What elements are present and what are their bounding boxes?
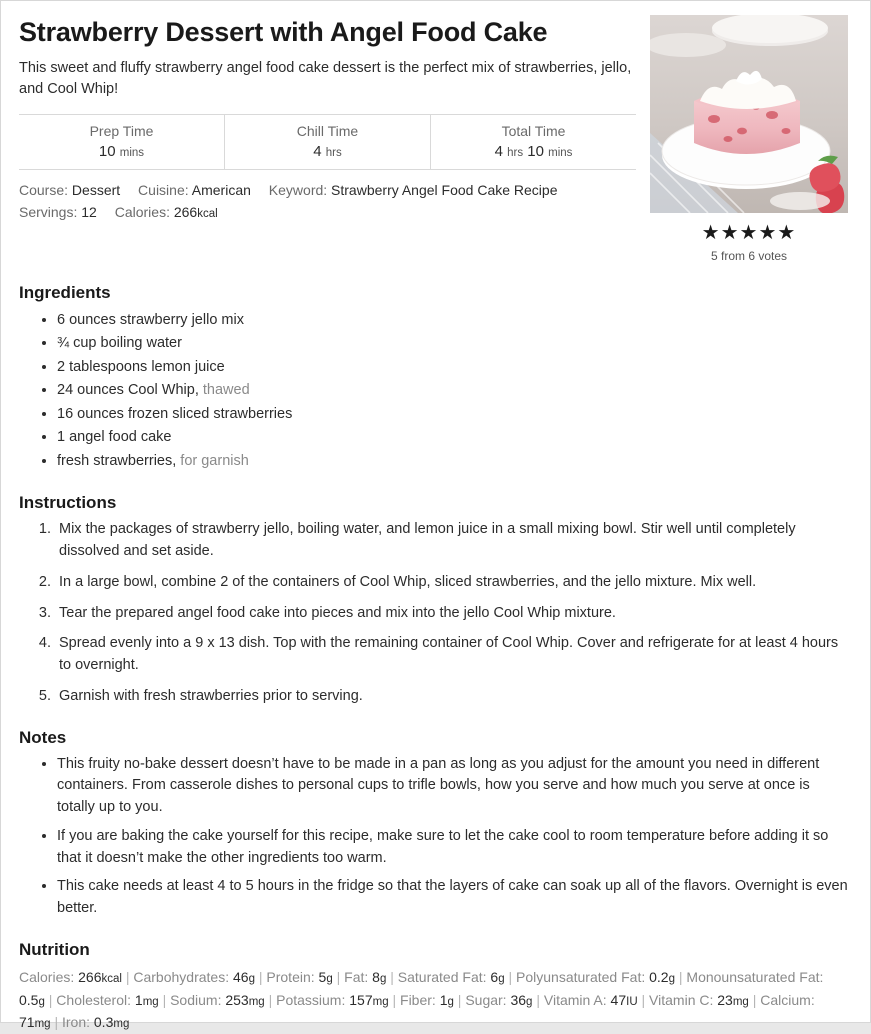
chill-time-cell xyxy=(225,115,431,169)
nutrition-unit: mg xyxy=(372,995,389,1008)
ingredients-list xyxy=(19,309,848,473)
list-item xyxy=(57,426,848,449)
list-item xyxy=(57,332,848,355)
nutrition-label: Protein: xyxy=(266,968,315,985)
total-time-cell xyxy=(431,115,636,169)
nutrition-value: 0.3 xyxy=(93,1014,114,1031)
nutrition-label: Saturated Fat: xyxy=(397,968,487,985)
nutrition-label: Potassium: xyxy=(276,991,346,1008)
nutrition-value: 5 xyxy=(318,968,327,985)
nutrition-value: 36 xyxy=(510,991,527,1008)
list-item xyxy=(57,403,848,426)
nutrition-label: Sodium: xyxy=(170,991,222,1008)
nutrition-unit: mg xyxy=(732,995,749,1008)
nutrition-unit: mg xyxy=(248,995,265,1008)
total-time-hours-unit: hrs xyxy=(507,147,524,160)
nutrition-label: Fiber: xyxy=(400,991,436,1008)
total-time-minutes: 10 xyxy=(527,143,544,161)
nutrition-heading: Nutrition xyxy=(19,939,90,959)
recipe-header xyxy=(19,15,848,263)
nutrition-unit: IU xyxy=(626,995,638,1008)
list-item: 3. Tear the prepared angel food cake into pieces and mix into the jello Cool Whip mixture. xyxy=(55,603,848,625)
nutrition-value: 253 xyxy=(225,991,249,1008)
rating-stars[interactable]: ★★★★★ xyxy=(701,222,797,244)
list-item: 1. Mix the packages of strawberry jello, boiling water, and lemon juice in a small mixing bowl. Stir well until completely dissolved and set aside. xyxy=(55,519,848,563)
calories-value: 266 xyxy=(173,203,198,220)
calories-label: Calories: xyxy=(114,203,170,220)
nutrition-value: 1 xyxy=(439,991,448,1008)
list-item: • This fruity no-bake dessert doesn’t have to be made in a pan as long as you adjust for the amount you need in different containers. From casserole dishes to personal cups to trifle bowls, how you serve and how much you serve at once is totally up to you. xyxy=(57,754,848,819)
list-item: 4. Spread evenly into a 9 x 13 dish. Top with the remaining container of Cool Whip. Cover and refrigerate for at least 4 hours to overnight. xyxy=(55,633,848,677)
chill-time-number: 4 xyxy=(313,143,322,161)
chill-time-value xyxy=(229,143,426,160)
chill-time-label: Chill Time xyxy=(296,123,359,140)
cuisine-label: Cuisine: xyxy=(138,182,189,199)
nutrition-unit: mg xyxy=(142,995,159,1008)
recipe-media xyxy=(650,15,848,263)
nutrition-unit: mg xyxy=(113,1018,130,1031)
prep-time-value xyxy=(23,143,220,160)
instructions-list xyxy=(19,519,848,707)
nutrition-value: 71 xyxy=(19,1014,35,1031)
ingredient-text: 2 tablespoons lemon juice xyxy=(57,358,225,375)
keyword-value: Strawberry Angel Food Cake Recipe xyxy=(331,182,558,199)
nutrition-unit: g xyxy=(248,972,255,985)
total-time-hours: 4 xyxy=(494,143,503,161)
ingredient-text: ¾ cup boiling water xyxy=(57,335,182,352)
recipe-description: This sweet and fluffy strawberry angel food cake dessert is the perfect mix of strawberries, jello, and Cool Whip! xyxy=(19,60,632,98)
nutrition-facts: Calories: 266kcal | Carbohydrates: 46g | Protein: 5g | Fat: 8g | Saturated Fat: 6g | Polyunsaturated Fat: 0.2g | Monounsaturated Fat: 0.5g | Cholesterol: 1mg | Sodium: 253mg | Potassium: 157mg | Fiber: 1g | Sugar: 36g | Vitamin A: 47IU | Vitamin C: 23mg | Calcium: 71mg | Iron: 0.3mg xyxy=(19,968,824,1031)
nutrition-value: 23 xyxy=(717,991,733,1008)
nutrition-label: Carbohydrates: xyxy=(133,968,230,985)
nutrition-label: Calories: xyxy=(19,968,75,985)
nutrition-value: 46 xyxy=(232,968,249,985)
nutrition-label: Iron: xyxy=(61,1014,90,1031)
rating-summary: 5 from 6 votes xyxy=(710,249,788,263)
nutrition-unit: g xyxy=(379,972,387,985)
list-item xyxy=(57,379,848,402)
nutrition-unit: g xyxy=(498,972,505,985)
prep-time-number: 10 xyxy=(98,143,116,161)
ingredient-note: thawed xyxy=(198,382,250,399)
prep-time-cell xyxy=(19,115,225,169)
page-title: Strawberry Dessert with Angel Food Cake xyxy=(19,17,548,47)
instructions-heading: Instructions xyxy=(19,493,117,513)
nutrition-unit: mg xyxy=(34,1018,51,1031)
nutrition-label: Vitamin A: xyxy=(543,991,607,1008)
chill-time-unit: hrs xyxy=(325,147,342,160)
course-label: Course: xyxy=(19,182,69,199)
recipe-photo xyxy=(650,15,848,213)
list-item: 5. Garnish with fresh strawberries prior to serving. xyxy=(55,686,848,708)
ingredient-text: 24 ounces Cool Whip, xyxy=(57,382,199,399)
nutrition-label: Monounsaturated Fat: xyxy=(686,968,824,985)
nutrition-unit: g xyxy=(326,972,333,985)
ingredient-text: 16 ounces frozen sliced strawberries xyxy=(57,405,293,422)
list-item xyxy=(57,356,848,379)
nutrition-label: Vitamin C: xyxy=(649,991,714,1008)
nutrition-value: 6 xyxy=(490,968,499,985)
servings-label: Servings: xyxy=(19,203,78,220)
nutrition-value: 1 xyxy=(134,991,143,1008)
total-time-minutes-unit: mins xyxy=(548,147,573,160)
nutrition-value: 8 xyxy=(372,968,380,985)
prep-time-unit: mins xyxy=(119,147,145,160)
nutrition-unit: kcal xyxy=(101,972,122,985)
list-item: • If you are baking the cake yourself for this recipe, make sure to let the cake cool to room temperature before adding it so that it doesn’t make the other ingredients too warm. xyxy=(57,826,848,870)
list-item: 2. In a large bowl, combine 2 of the containers of Cool Whip, sliced strawberries, and the jello mixture. Mix well. xyxy=(55,572,848,594)
nutrition-label: Polyunsaturated Fat: xyxy=(516,968,646,985)
notes-heading: Notes xyxy=(19,727,67,747)
list-item: • This cake needs at least 4 to 5 hours in the fridge so that the layers of cake can soak up all of the flavors. Overnight is even better. xyxy=(57,876,848,920)
nutrition-label: Fat: xyxy=(344,968,369,985)
nutrition-label: Calcium: xyxy=(760,991,815,1008)
nutrition-label: Cholesterol: xyxy=(56,991,131,1008)
nutrition-value: 157 xyxy=(349,991,373,1008)
servings-value: 12 xyxy=(81,203,97,220)
total-time-label: Total Time xyxy=(501,123,566,140)
list-item xyxy=(57,309,848,332)
nutrition-unit: g xyxy=(447,995,454,1008)
nutrition-unit: g xyxy=(526,995,533,1008)
nutrition-value: 0.5 xyxy=(19,991,39,1008)
nutrition-value: 266 xyxy=(78,968,102,985)
ingredients-heading: Ingredients xyxy=(19,283,111,302)
recipe-meta-row-1 xyxy=(19,180,636,202)
keyword-label: Keyword: xyxy=(268,182,328,199)
nutrition-label: Sugar: xyxy=(465,991,507,1008)
course-value: Dessert xyxy=(71,182,121,199)
calories-unit: kcal xyxy=(197,207,218,220)
recipe-meta-row-2 xyxy=(19,202,636,224)
nutrition-value: 47 xyxy=(610,991,627,1008)
ingredient-text: 6 ounces strawberry jello mix xyxy=(57,312,244,328)
ingredient-text: 1 angel food cake xyxy=(57,429,172,446)
cuisine-value: American xyxy=(191,182,251,199)
nutrition-unit: g xyxy=(668,972,675,985)
ingredient-text: fresh strawberries, xyxy=(57,452,177,469)
nutrition-value: 0.2 xyxy=(649,968,669,985)
total-time-value xyxy=(435,143,632,160)
notes-list xyxy=(19,754,848,920)
list-item xyxy=(57,450,848,473)
prep-time-label: Prep Time xyxy=(89,123,154,140)
ingredient-note: for garnish xyxy=(176,452,249,469)
recipe-times xyxy=(19,114,636,170)
recipe-header-text xyxy=(19,15,650,224)
nutrition-unit: g xyxy=(38,995,45,1008)
